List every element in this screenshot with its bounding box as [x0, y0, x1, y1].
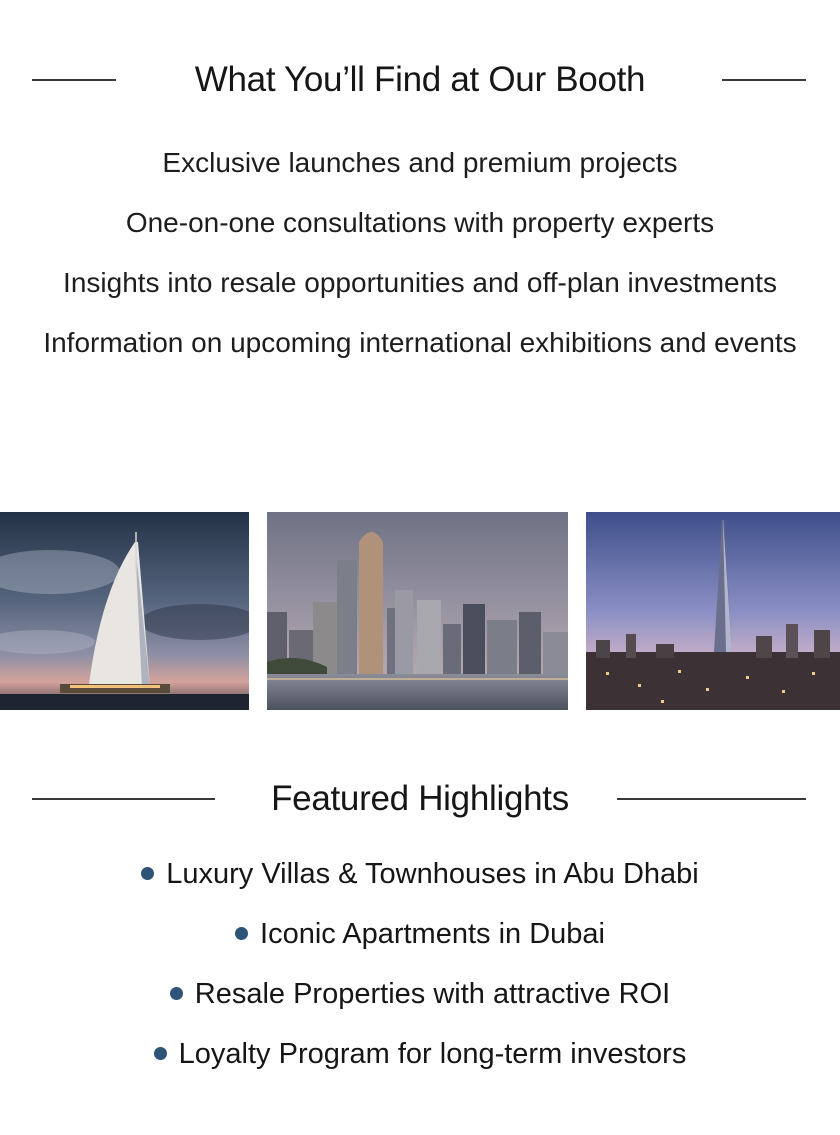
header-divider-right [617, 798, 806, 800]
booth-offering-item: Insights into resale opportunities and off-plan investments [63, 267, 777, 298]
highlights-section-header [0, 779, 840, 819]
photo-gallery [0, 512, 840, 710]
bullet-icon [141, 867, 154, 880]
booth-section-title: What You’ll Find at Our Booth [194, 60, 646, 99]
highlight-label: Resale Properties with attractive ROI [194, 978, 671, 1010]
highlight-item [0, 973, 840, 1015]
highlight-item [0, 853, 840, 895]
highlight-label: Luxury Villas & Townhouses in Abu Dhabi [166, 858, 699, 890]
highlight-label: Iconic Apartments in Dubai [260, 918, 605, 950]
abu-dhabi-skyline-photo [267, 512, 568, 710]
booth-offerings-list [30, 140, 810, 380]
highlight-item [0, 1033, 840, 1075]
booth-offering-item: One-on-one consultations with property experts [125, 207, 715, 238]
booth-offering-item: Exclusive launches and premium projects [162, 147, 678, 178]
bullet-icon [235, 927, 248, 940]
highlights-list [0, 853, 840, 1093]
burj-khalifa-photo [586, 512, 840, 710]
booth-offering-item: Information on upcoming international exhibitions and events [43, 327, 797, 358]
highlight-item [0, 913, 840, 955]
booth-section-header [0, 60, 840, 100]
highlights-section-title: Featured Highlights [271, 779, 569, 818]
header-divider-right [722, 79, 806, 81]
bullet-icon [170, 987, 183, 1000]
burj-al-arab-photo [0, 512, 249, 710]
bullet-icon [154, 1047, 167, 1060]
highlight-label: Loyalty Program for long-term investors [178, 1038, 687, 1070]
